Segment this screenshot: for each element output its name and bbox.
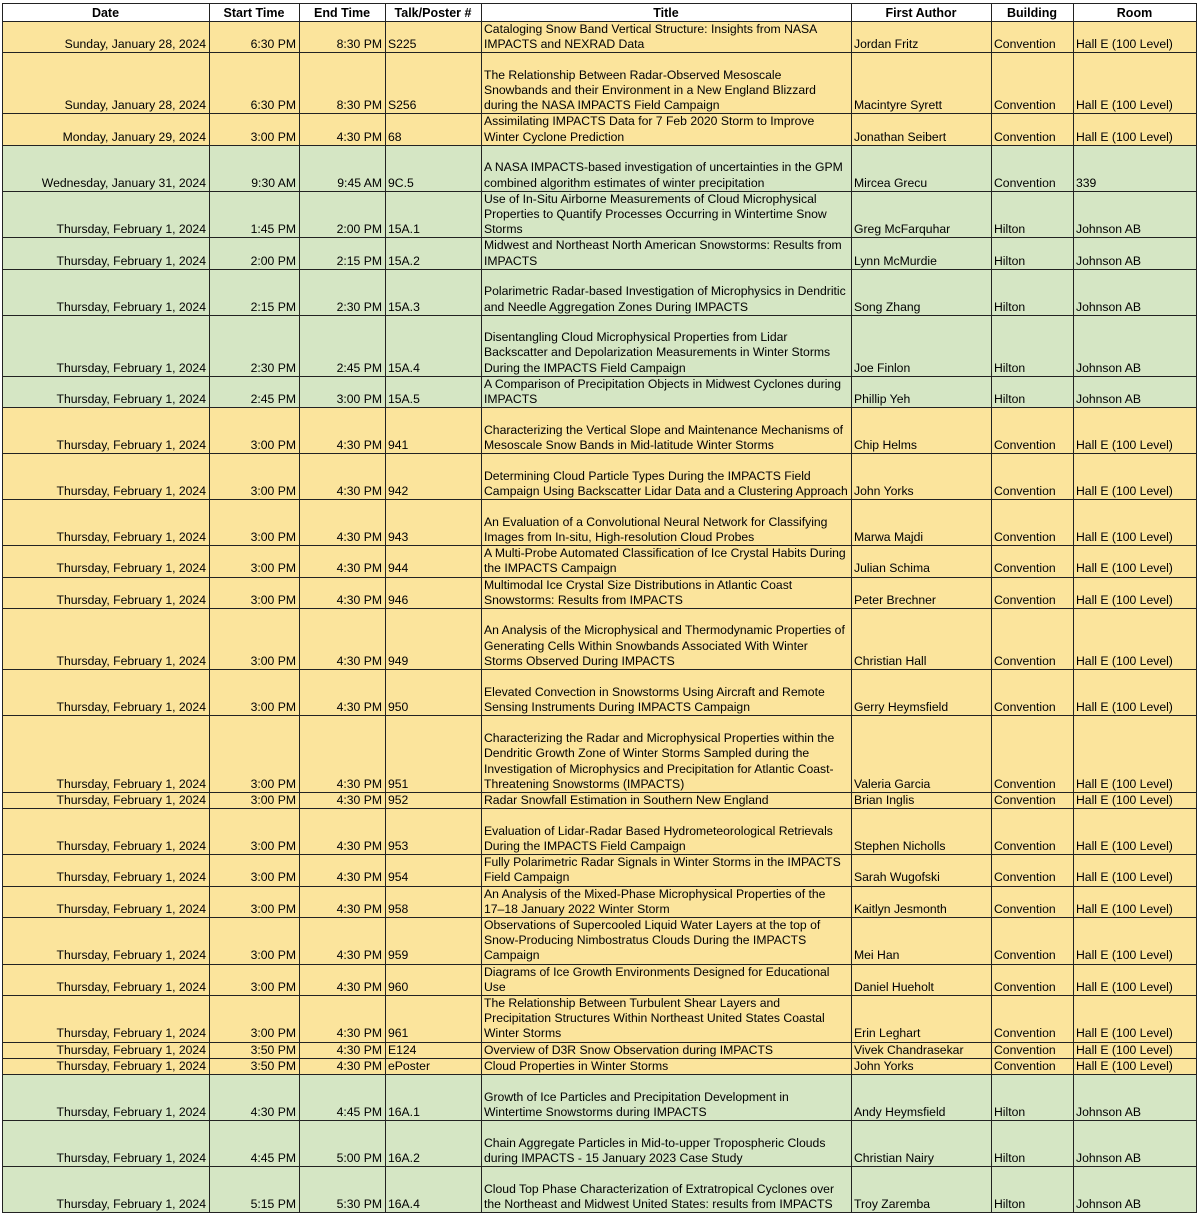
row-end-time: 4:30 PM bbox=[300, 1058, 386, 1074]
row-end-time: 8:30 PM bbox=[300, 53, 386, 114]
row-title: Chain Aggregate Particles in Mid-to-upper Tropospheric Clouds during IMPACTS - 15 January 2023 Case Study bbox=[482, 1121, 852, 1167]
row-title: Characterizing the Vertical Slope and Maintenance Mechanisms of Mesoscale Snow Bands in Mid-latitude Winter Storms bbox=[482, 408, 852, 454]
row-title: A Comparison of Precipitation Objects in Midwest Cyclones during IMPACTS bbox=[482, 376, 852, 407]
table-row bbox=[3, 53, 1197, 114]
row-building: Hilton bbox=[992, 269, 1074, 315]
table-row bbox=[3, 454, 1197, 500]
table-row bbox=[3, 609, 1197, 670]
row-talk-poster-number: 9C.5 bbox=[386, 145, 482, 191]
row-building: Convention bbox=[992, 886, 1074, 917]
row-building: Hilton bbox=[992, 1075, 1074, 1121]
row-title: Growth of Ice Particles and Precipitation Development in Wintertime Snowstorms during IMPACTS bbox=[482, 1075, 852, 1121]
row-start-time: 1:45 PM bbox=[210, 191, 300, 238]
row-first-author: Christian Nairy bbox=[852, 1121, 992, 1167]
table-row bbox=[3, 1058, 1197, 1074]
table-row bbox=[3, 1075, 1197, 1121]
row-talk-poster-number: 16A.4 bbox=[386, 1167, 482, 1213]
row-title: The Relationship Between Radar-Observed Mesoscale Snowbands and their Environment in a New England Blizzard during the NASA IMPACTS Field Campaign bbox=[482, 53, 852, 114]
row-room: Hall E (100 Level) bbox=[1074, 408, 1197, 454]
row-start-time: 3:00 PM bbox=[210, 886, 300, 917]
row-title: Observations of Supercooled Liquid Water Layers at the top of Snow-Producing Nimbostratus Clouds During the IMPACTS Campaign bbox=[482, 918, 852, 965]
row-building: Convention bbox=[992, 577, 1074, 608]
row-first-author: Valeria Garcia bbox=[852, 716, 992, 793]
row-building: Convention bbox=[992, 500, 1074, 546]
row-building: Convention bbox=[992, 793, 1074, 809]
schedule-rows bbox=[3, 22, 1197, 1213]
row-end-time: 4:30 PM bbox=[300, 500, 386, 546]
table-row bbox=[3, 809, 1197, 855]
row-start-time: 4:30 PM bbox=[210, 1075, 300, 1121]
header-date: Date bbox=[3, 4, 210, 22]
row-first-author: Troy Zaremba bbox=[852, 1167, 992, 1213]
row-building: Convention bbox=[992, 855, 1074, 886]
row-first-author: Lynn McMurdie bbox=[852, 238, 992, 269]
row-talk-poster-number: 943 bbox=[386, 500, 482, 546]
row-date: Thursday, February 1, 2024 bbox=[3, 609, 210, 670]
row-start-time: 2:30 PM bbox=[210, 315, 300, 376]
row-date: Thursday, February 1, 2024 bbox=[3, 376, 210, 407]
header-row bbox=[3, 4, 1197, 22]
row-room: Hall E (100 Level) bbox=[1074, 964, 1197, 995]
row-talk-poster-number: 16A.1 bbox=[386, 1075, 482, 1121]
row-end-time: 4:45 PM bbox=[300, 1075, 386, 1121]
row-date: Thursday, February 1, 2024 bbox=[3, 546, 210, 577]
row-first-author: Marwa Majdi bbox=[852, 500, 992, 546]
row-start-time: 3:00 PM bbox=[210, 577, 300, 608]
row-talk-poster-number: 941 bbox=[386, 408, 482, 454]
row-talk-poster-number: S256 bbox=[386, 53, 482, 114]
row-talk-poster-number: 16A.2 bbox=[386, 1121, 482, 1167]
row-title: Elevated Convection in Snowstorms Using Aircraft and Remote Sensing Instruments During IMPACTS Campaign bbox=[482, 670, 852, 716]
header-building: Building bbox=[992, 4, 1074, 22]
row-end-time: 4:30 PM bbox=[300, 408, 386, 454]
table-row bbox=[3, 22, 1197, 53]
row-room: Hall E (100 Level) bbox=[1074, 809, 1197, 855]
row-room: Hall E (100 Level) bbox=[1074, 114, 1197, 145]
row-room: Hall E (100 Level) bbox=[1074, 53, 1197, 114]
row-building: Convention bbox=[992, 996, 1074, 1043]
row-start-time: 3:50 PM bbox=[210, 1058, 300, 1074]
row-start-time: 3:00 PM bbox=[210, 855, 300, 886]
row-building: Convention bbox=[992, 964, 1074, 995]
table-row bbox=[3, 376, 1197, 407]
row-start-time: 3:00 PM bbox=[210, 918, 300, 965]
row-talk-poster-number: 942 bbox=[386, 454, 482, 500]
row-first-author: Gerry Heymsfield bbox=[852, 670, 992, 716]
row-talk-poster-number: 15A.1 bbox=[386, 191, 482, 238]
row-talk-poster-number: 953 bbox=[386, 809, 482, 855]
header-talk-poster-number: Talk/Poster # bbox=[386, 4, 482, 22]
row-first-author: John Yorks bbox=[852, 1058, 992, 1074]
row-first-author: Stephen Nicholls bbox=[852, 809, 992, 855]
row-room: Hall E (100 Level) bbox=[1074, 546, 1197, 577]
row-talk-poster-number: 15A.4 bbox=[386, 315, 482, 376]
table-row bbox=[3, 408, 1197, 454]
row-date: Thursday, February 1, 2024 bbox=[3, 577, 210, 608]
row-date: Thursday, February 1, 2024 bbox=[3, 964, 210, 995]
row-end-time: 4:30 PM bbox=[300, 670, 386, 716]
row-date: Thursday, February 1, 2024 bbox=[3, 1058, 210, 1074]
table-row bbox=[3, 964, 1197, 995]
row-first-author: Vivek Chandrasekar bbox=[852, 1042, 992, 1058]
row-title: Cataloging Snow Band Vertical Structure: Insights from NASA IMPACTS and NEXRAD Data bbox=[482, 22, 852, 53]
table-row bbox=[3, 886, 1197, 917]
row-building: Hilton bbox=[992, 1121, 1074, 1167]
row-start-time: 2:15 PM bbox=[210, 269, 300, 315]
table-row bbox=[3, 114, 1197, 145]
row-building: Convention bbox=[992, 114, 1074, 145]
row-start-time: 3:00 PM bbox=[210, 609, 300, 670]
row-end-time: 4:30 PM bbox=[300, 964, 386, 995]
row-building: Convention bbox=[992, 22, 1074, 53]
row-room: Johnson AB bbox=[1074, 1121, 1197, 1167]
row-building: Convention bbox=[992, 546, 1074, 577]
row-date: Thursday, February 1, 2024 bbox=[3, 1167, 210, 1213]
row-first-author: Greg McFarquhar bbox=[852, 191, 992, 238]
row-start-time: 3:00 PM bbox=[210, 996, 300, 1043]
row-start-time: 6:30 PM bbox=[210, 53, 300, 114]
row-room: Johnson AB bbox=[1074, 238, 1197, 269]
row-end-time: 4:30 PM bbox=[300, 793, 386, 809]
row-talk-poster-number: 949 bbox=[386, 609, 482, 670]
row-end-time: 4:30 PM bbox=[300, 609, 386, 670]
row-room: Hall E (100 Level) bbox=[1074, 609, 1197, 670]
row-talk-poster-number: 68 bbox=[386, 114, 482, 145]
row-end-time: 4:30 PM bbox=[300, 546, 386, 577]
table-row bbox=[3, 315, 1197, 376]
row-end-time: 4:30 PM bbox=[300, 996, 386, 1043]
row-first-author: Chip Helms bbox=[852, 408, 992, 454]
row-talk-poster-number: 15A.2 bbox=[386, 238, 482, 269]
row-title: Polarimetric Radar-based Investigation of Microphysics in Dendritic and Needle Aggregation Zones During IMPACTS bbox=[482, 269, 852, 315]
table-row bbox=[3, 145, 1197, 191]
row-room: Hall E (100 Level) bbox=[1074, 1042, 1197, 1058]
schedule-sheet bbox=[2, 3, 1196, 1213]
row-talk-poster-number: 944 bbox=[386, 546, 482, 577]
row-building: Hilton bbox=[992, 315, 1074, 376]
row-room: Johnson AB bbox=[1074, 191, 1197, 238]
row-date: Thursday, February 1, 2024 bbox=[3, 886, 210, 917]
row-end-time: 4:30 PM bbox=[300, 114, 386, 145]
row-first-author: Phillip Yeh bbox=[852, 376, 992, 407]
row-building: Convention bbox=[992, 918, 1074, 965]
row-title: An Analysis of the Mixed-Phase Microphysical Properties of the 17–18 January 2022 Winter Storm bbox=[482, 886, 852, 917]
row-room: Johnson AB bbox=[1074, 269, 1197, 315]
row-date: Thursday, February 1, 2024 bbox=[3, 670, 210, 716]
row-talk-poster-number: 951 bbox=[386, 716, 482, 793]
row-building: Convention bbox=[992, 408, 1074, 454]
row-room: Hall E (100 Level) bbox=[1074, 577, 1197, 608]
row-title: Characterizing the Radar and Microphysical Properties within the Dendritic Growth Zone of Winter Storms Sampled during the Investigation of Microphysics and Precipitation for Atlantic Coast-Threatening Snowstorms (IMPACTS) bbox=[482, 716, 852, 793]
row-start-time: 9:30 AM bbox=[210, 145, 300, 191]
row-start-time: 3:00 PM bbox=[210, 809, 300, 855]
row-building: Convention bbox=[992, 809, 1074, 855]
row-room: Hall E (100 Level) bbox=[1074, 1058, 1197, 1074]
row-start-time: 3:00 PM bbox=[210, 670, 300, 716]
row-title: Radar Snowfall Estimation in Southern New England bbox=[482, 793, 852, 809]
row-room: Hall E (100 Level) bbox=[1074, 500, 1197, 546]
row-date: Thursday, February 1, 2024 bbox=[3, 716, 210, 793]
row-date: Thursday, February 1, 2024 bbox=[3, 500, 210, 546]
row-title: Evaluation of Lidar-Radar Based Hydrometeorological Retrievals During the IMPACTS Field Campaign bbox=[482, 809, 852, 855]
row-start-time: 3:00 PM bbox=[210, 114, 300, 145]
row-building: Hilton bbox=[992, 238, 1074, 269]
row-title: Cloud Properties in Winter Storms bbox=[482, 1058, 852, 1074]
row-talk-poster-number: S225 bbox=[386, 22, 482, 53]
row-title: Assimilating IMPACTS Data for 7 Feb 2020 Storm to Improve Winter Cyclone Prediction bbox=[482, 114, 852, 145]
row-talk-poster-number: 946 bbox=[386, 577, 482, 608]
header-end-time: End Time bbox=[300, 4, 386, 22]
row-talk-poster-number: 958 bbox=[386, 886, 482, 917]
row-title: Fully Polarimetric Radar Signals in Winter Storms in the IMPACTS Field Campaign bbox=[482, 855, 852, 886]
row-title: Disentangling Cloud Microphysical Properties from Lidar Backscatter and Depolarization Measurements in Winter Storms During the IMPACTS Field Campaign bbox=[482, 315, 852, 376]
row-room: Hall E (100 Level) bbox=[1074, 996, 1197, 1043]
table-row bbox=[3, 500, 1197, 546]
row-date: Monday, January 29, 2024 bbox=[3, 114, 210, 145]
table-row bbox=[3, 1121, 1197, 1167]
row-date: Thursday, February 1, 2024 bbox=[3, 855, 210, 886]
row-building: Convention bbox=[992, 1042, 1074, 1058]
row-talk-poster-number: 15A.5 bbox=[386, 376, 482, 407]
row-talk-poster-number: 960 bbox=[386, 964, 482, 995]
row-talk-poster-number: ePoster bbox=[386, 1058, 482, 1074]
row-room: Johnson AB bbox=[1074, 1075, 1197, 1121]
row-end-time: 4:30 PM bbox=[300, 454, 386, 500]
row-building: Hilton bbox=[992, 1167, 1074, 1213]
row-building: Convention bbox=[992, 1058, 1074, 1074]
row-room: Hall E (100 Level) bbox=[1074, 22, 1197, 53]
row-first-author: Sarah Wugofski bbox=[852, 855, 992, 886]
header-start-time: Start Time bbox=[210, 4, 300, 22]
row-title: A Multi-Probe Automated Classification of Ice Crystal Habits During the IMPACTS Campaign bbox=[482, 546, 852, 577]
row-first-author: Andy Heymsfield bbox=[852, 1075, 992, 1121]
schedule-table bbox=[2, 3, 1197, 1213]
row-title: The Relationship Between Turbulent Shear Layers and Precipitation Structures Within Northeast United States Coastal Winter Storms bbox=[482, 996, 852, 1043]
header-room: Room bbox=[1074, 4, 1197, 22]
row-first-author: Kaitlyn Jesmonth bbox=[852, 886, 992, 917]
row-building: Convention bbox=[992, 670, 1074, 716]
row-date: Thursday, February 1, 2024 bbox=[3, 191, 210, 238]
row-title: Use of In-Situ Airborne Measurements of Cloud Microphysical Properties to Quantify Processes Occurring in Wintertime Snow Storms bbox=[482, 191, 852, 238]
row-start-time: 3:00 PM bbox=[210, 454, 300, 500]
row-start-time: 3:00 PM bbox=[210, 964, 300, 995]
table-row bbox=[3, 1042, 1197, 1058]
table-row bbox=[3, 670, 1197, 716]
row-end-time: 5:00 PM bbox=[300, 1121, 386, 1167]
row-building: Convention bbox=[992, 145, 1074, 191]
row-title: A NASA IMPACTS-based investigation of uncertainties in the GPM combined algorithm estimates of winter precipitation bbox=[482, 145, 852, 191]
row-title: Diagrams of Ice Growth Environments Designed for Educational Use bbox=[482, 964, 852, 995]
row-end-time: 4:30 PM bbox=[300, 1042, 386, 1058]
row-start-time: 3:00 PM bbox=[210, 500, 300, 546]
row-date: Thursday, February 1, 2024 bbox=[3, 408, 210, 454]
row-end-time: 3:00 PM bbox=[300, 376, 386, 407]
row-date: Thursday, February 1, 2024 bbox=[3, 809, 210, 855]
row-room: Hall E (100 Level) bbox=[1074, 793, 1197, 809]
table-row bbox=[3, 793, 1197, 809]
table-row bbox=[3, 191, 1197, 238]
row-date: Thursday, February 1, 2024 bbox=[3, 1042, 210, 1058]
row-first-author: Jonathan Seibert bbox=[852, 114, 992, 145]
row-first-author: Peter Brechner bbox=[852, 577, 992, 608]
row-first-author: Joe Finlon bbox=[852, 315, 992, 376]
row-room: Hall E (100 Level) bbox=[1074, 918, 1197, 965]
row-building: Convention bbox=[992, 454, 1074, 500]
header-title: Title bbox=[482, 4, 852, 22]
row-first-author: Daniel Hueholt bbox=[852, 964, 992, 995]
row-room: Hall E (100 Level) bbox=[1074, 855, 1197, 886]
row-building: Convention bbox=[992, 53, 1074, 114]
row-end-time: 4:30 PM bbox=[300, 886, 386, 917]
row-talk-poster-number: 950 bbox=[386, 670, 482, 716]
table-row bbox=[3, 546, 1197, 577]
table-row bbox=[3, 855, 1197, 886]
row-talk-poster-number: 961 bbox=[386, 996, 482, 1043]
row-date: Thursday, February 1, 2024 bbox=[3, 1121, 210, 1167]
row-talk-poster-number: 952 bbox=[386, 793, 482, 809]
row-date: Sunday, January 28, 2024 bbox=[3, 22, 210, 53]
row-first-author: Christian Hall bbox=[852, 609, 992, 670]
row-room: Johnson AB bbox=[1074, 1167, 1197, 1213]
table-row bbox=[3, 716, 1197, 793]
row-first-author: Jordan Fritz bbox=[852, 22, 992, 53]
row-date: Thursday, February 1, 2024 bbox=[3, 315, 210, 376]
row-room: Johnson AB bbox=[1074, 315, 1197, 376]
row-building: Hilton bbox=[992, 376, 1074, 407]
row-end-time: 4:30 PM bbox=[300, 918, 386, 965]
row-room: 339 bbox=[1074, 145, 1197, 191]
row-date: Thursday, February 1, 2024 bbox=[3, 1075, 210, 1121]
row-talk-poster-number: E124 bbox=[386, 1042, 482, 1058]
row-title: Overview of D3R Snow Observation during IMPACTS bbox=[482, 1042, 852, 1058]
table-row bbox=[3, 577, 1197, 608]
row-end-time: 2:45 PM bbox=[300, 315, 386, 376]
row-building: Convention bbox=[992, 716, 1074, 793]
row-date: Thursday, February 1, 2024 bbox=[3, 238, 210, 269]
row-room: Johnson AB bbox=[1074, 376, 1197, 407]
row-first-author: Song Zhang bbox=[852, 269, 992, 315]
row-start-time: 5:15 PM bbox=[210, 1167, 300, 1213]
row-first-author: Julian Schima bbox=[852, 546, 992, 577]
row-date: Thursday, February 1, 2024 bbox=[3, 996, 210, 1043]
row-start-time: 4:45 PM bbox=[210, 1121, 300, 1167]
row-talk-poster-number: 959 bbox=[386, 918, 482, 965]
row-end-time: 8:30 PM bbox=[300, 22, 386, 53]
row-date: Wednesday, January 31, 2024 bbox=[3, 145, 210, 191]
row-end-time: 4:30 PM bbox=[300, 809, 386, 855]
row-start-time: 3:50 PM bbox=[210, 1042, 300, 1058]
row-start-time: 2:45 PM bbox=[210, 376, 300, 407]
row-building: Convention bbox=[992, 609, 1074, 670]
row-date: Thursday, February 1, 2024 bbox=[3, 269, 210, 315]
table-row bbox=[3, 1167, 1197, 1213]
row-end-time: 2:00 PM bbox=[300, 191, 386, 238]
row-first-author: Mircea Grecu bbox=[852, 145, 992, 191]
row-title: Midwest and Northeast North American Snowstorms: Results from IMPACTS bbox=[482, 238, 852, 269]
row-title: Determining Cloud Particle Types During the IMPACTS Field Campaign Using Backscatter Lidar Data and a Clustering Approach bbox=[482, 454, 852, 500]
row-first-author: Brian Inglis bbox=[852, 793, 992, 809]
row-title: Cloud Top Phase Characterization of Extratropical Cyclones over the Northeast and Midwest United States: results from IMPACTS bbox=[482, 1167, 852, 1213]
row-end-time: 4:30 PM bbox=[300, 716, 386, 793]
row-first-author: Mei Han bbox=[852, 918, 992, 965]
row-end-time: 4:30 PM bbox=[300, 855, 386, 886]
row-date: Sunday, January 28, 2024 bbox=[3, 53, 210, 114]
row-end-time: 2:30 PM bbox=[300, 269, 386, 315]
table-row bbox=[3, 996, 1197, 1043]
row-first-author: Macintyre Syrett bbox=[852, 53, 992, 114]
row-start-time: 2:00 PM bbox=[210, 238, 300, 269]
row-end-time: 4:30 PM bbox=[300, 577, 386, 608]
row-first-author: Erin Leghart bbox=[852, 996, 992, 1043]
row-room: Hall E (100 Level) bbox=[1074, 670, 1197, 716]
row-end-time: 2:15 PM bbox=[300, 238, 386, 269]
row-building: Hilton bbox=[992, 191, 1074, 238]
row-end-time: 9:45 AM bbox=[300, 145, 386, 191]
row-start-time: 3:00 PM bbox=[210, 716, 300, 793]
row-first-author: John Yorks bbox=[852, 454, 992, 500]
row-room: Hall E (100 Level) bbox=[1074, 886, 1197, 917]
row-start-time: 3:00 PM bbox=[210, 793, 300, 809]
row-talk-poster-number: 954 bbox=[386, 855, 482, 886]
row-date: Thursday, February 1, 2024 bbox=[3, 918, 210, 965]
header-first-author: First Author bbox=[852, 4, 992, 22]
table-row bbox=[3, 918, 1197, 965]
row-title: Multimodal Ice Crystal Size Distributions in Atlantic Coast Snowstorms: Results from IMPACTS bbox=[482, 577, 852, 608]
row-date: Thursday, February 1, 2024 bbox=[3, 793, 210, 809]
row-talk-poster-number: 15A.3 bbox=[386, 269, 482, 315]
row-start-time: 6:30 PM bbox=[210, 22, 300, 53]
row-date: Thursday, February 1, 2024 bbox=[3, 454, 210, 500]
row-title: An Analysis of the Microphysical and Thermodynamic Properties of Generating Cells Within Snowbands Associated With Winter Storms Observed During IMPACTS bbox=[482, 609, 852, 670]
row-end-time: 5:30 PM bbox=[300, 1167, 386, 1213]
row-title: An Evaluation of a Convolutional Neural Network for Classifying Images from In-situ, High-resolution Cloud Probes bbox=[482, 500, 852, 546]
row-room: Hall E (100 Level) bbox=[1074, 454, 1197, 500]
table-row bbox=[3, 269, 1197, 315]
table-row bbox=[3, 238, 1197, 269]
row-start-time: 3:00 PM bbox=[210, 546, 300, 577]
row-room: Hall E (100 Level) bbox=[1074, 716, 1197, 793]
row-start-time: 3:00 PM bbox=[210, 408, 300, 454]
